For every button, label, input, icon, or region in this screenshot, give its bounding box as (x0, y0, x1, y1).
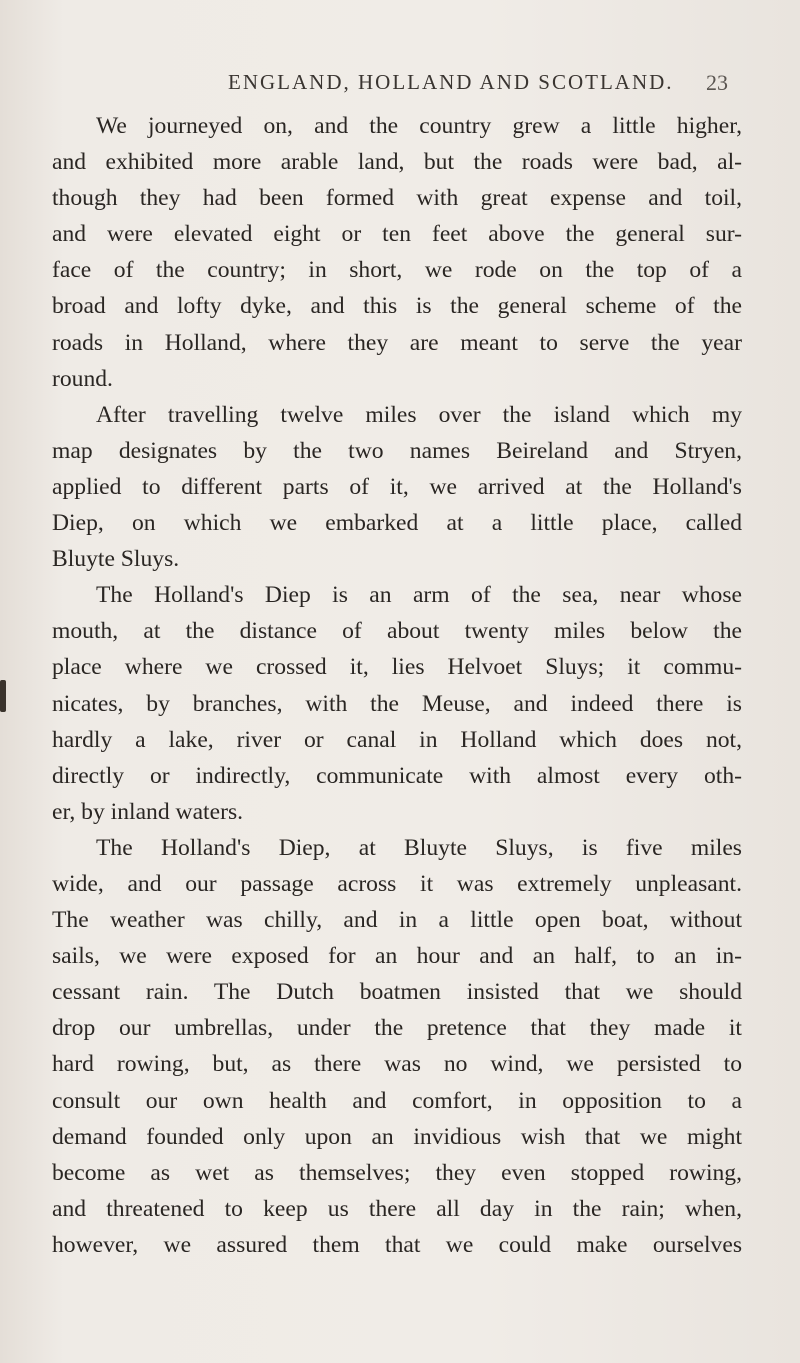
text-line: drop our umbrellas, under the pretence that they made it (52, 1015, 742, 1042)
text-line: er, by inland waters. (52, 798, 244, 825)
text-line: directly or indirectly, communicate with almost every oth- (52, 762, 742, 789)
running-head (0, 70, 800, 102)
text-line: nicates, by branches, with the Meuse, and indeed there is (52, 690, 742, 717)
text-line: The Holland's Diep is an arm of the sea, near whose (96, 582, 742, 609)
text-line: and threatened to keep us there all day in the rain; when, (52, 1195, 742, 1222)
text-line: cessant rain. The Dutch boatmen insisted that we should (52, 979, 742, 1006)
text-line: applied to different parts of it, we arrived at the Holland's (52, 473, 742, 500)
text-line: however, we assured them that we could make ourselves (52, 1231, 742, 1258)
text-line: and were elevated eight or ten feet above the general sur- (52, 221, 742, 248)
text-line: hardly a lake, river or canal in Holland which does not, (52, 726, 742, 753)
running-head-title: ENGLAND, HOLLAND AND SCOTLAND. (228, 70, 674, 94)
text-line: roads in Holland, where they are meant to serve the year (52, 329, 742, 356)
binding-mark (0, 680, 6, 712)
text-line: hard rowing, but, as there was no wind, we persisted to (52, 1051, 742, 1078)
text-line: mouth, at the distance of about twenty miles below the (52, 618, 742, 645)
text-line: Bluyte Sluys. (52, 546, 180, 573)
text-line: though they had been formed with great expense and toil, (52, 185, 742, 212)
text-line: face of the country; in short, we rode on the top of a (52, 257, 742, 284)
page-number: 23 (706, 70, 728, 95)
text-line: The Holland's Diep, at Bluyte Sluys, is five miles (96, 834, 742, 861)
text-line: round. (52, 365, 113, 392)
text-line: The weather was chilly, and in a little open boat, without (52, 907, 742, 934)
body-text (52, 108, 742, 1263)
text-line: wide, and our passage across it was extremely unpleasant. (52, 870, 742, 897)
text-line: and exhibited more arable land, but the roads were bad, al- (52, 149, 742, 176)
text-line: demand founded only upon an invidious wish that we might (52, 1123, 742, 1150)
text-line: We journeyed on, and the country grew a little higher, (96, 113, 742, 139)
text-line: sails, we were exposed for an hour and an half, to an in- (52, 943, 742, 970)
text-line: place where we crossed it, lies Helvoet Sluys; it commu- (52, 654, 742, 681)
text-line: map designates by the two names Beireland and Stryen, (52, 437, 742, 464)
text-line: become as wet as themselves; they even stopped rowing, (52, 1159, 742, 1186)
text-line: consult our own health and comfort, in opposition to a (52, 1087, 742, 1114)
text-line: After travelling twelve miles over the island which my (96, 401, 742, 428)
text-line: Diep, on which we embarked at a little place, called (52, 510, 742, 537)
text-line: broad and lofty dyke, and this is the general scheme of the (52, 293, 742, 320)
